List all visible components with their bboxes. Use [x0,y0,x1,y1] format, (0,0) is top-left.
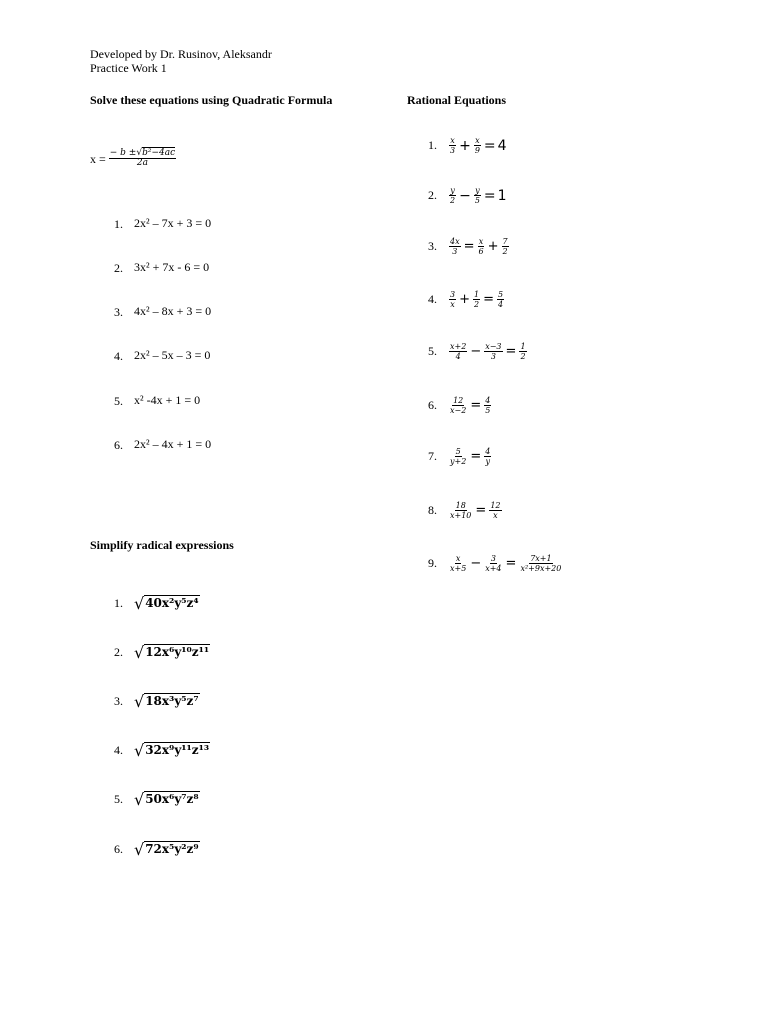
practice-title: Practice Work 1 [90,61,167,75]
item-equation: x² -4x + 1 = 0 [134,393,201,407]
rational-item [428,447,492,466]
equals-sign: = [505,556,517,571]
fraction-denominator: x [493,511,498,520]
sqrt-icon: √ [134,643,145,662]
formula-denominator: 2a [136,158,149,168]
sqrt-icon: √ [134,790,145,809]
item-number: 5. [114,394,123,409]
operator: − [459,187,471,204]
fraction-denominator: x [450,300,455,309]
item-number: 2. [114,644,123,659]
radical-expression: 50x⁶y⁷z⁸ [145,792,199,806]
fraction-denominator: 5 [474,196,480,205]
item-number: 6. [114,438,123,453]
equals-sign: = [483,137,496,154]
radical-item [114,741,210,760]
fraction-denominator: x+4 [485,564,502,573]
fraction-denominator: x+10 [450,511,472,520]
fraction-numerator: 5 [498,290,504,299]
fraction-numerator: 1 [474,290,480,299]
sqrt-icon: √ [134,741,145,760]
fraction-numerator: 4 [485,447,491,456]
fraction-numerator: 7 [502,237,508,246]
fraction-denominator: 2 [520,352,526,361]
fraction-numerator: 4 [485,396,491,405]
formula-num-pre: − b ± [109,148,137,158]
fraction-numerator: x+2 [450,342,467,351]
radical-item [114,840,200,859]
right-hand-side: 4 [497,137,507,154]
right-hand-side: 1 [497,187,507,204]
item-number: 3. [114,693,123,708]
sqrt-icon: √ [134,840,145,859]
item-number: 6. [428,398,437,412]
fraction-denominator: 2 [474,300,480,309]
fraction-numerator: 3 [450,290,456,299]
operator: + [459,292,470,307]
operator: + [487,239,499,254]
rational-item [428,290,505,309]
rational-item [428,554,563,573]
radical-item [114,790,200,809]
fraction-denominator: x²+9x+20 [520,564,562,573]
fraction-numerator: y [475,186,480,195]
rational-item [428,396,492,415]
radical-item [114,692,200,711]
fraction-denominator: 9 [474,146,480,155]
item-equation: 4x² – 8x + 3 = 0 [134,304,212,318]
rational-heading: Rational Equations [407,93,507,107]
fraction-numerator: 12 [453,396,464,405]
equals-sign: = [463,239,475,254]
item-equation: 2x² – 4x + 1 = 0 [134,437,212,451]
fraction-numerator: x [475,136,480,145]
operator: − [470,344,482,359]
fraction-numerator: 12 [490,501,501,510]
item-number: 1. [114,217,123,232]
fraction-numerator: 5 [455,447,461,456]
radical-expression: 40x²y⁵z⁴ [145,596,199,610]
fraction-denominator: 2 [502,247,508,256]
item-number: 2. [114,261,123,276]
equals-sign: = [470,398,482,413]
radical-expression: 72x⁵y²z⁹ [145,842,199,856]
fraction-numerator: x [455,554,461,563]
item-number: 9. [428,556,437,570]
sqrt-icon: √ [134,692,145,711]
quadratic-formula [90,149,177,168]
fraction-denominator: 3 [450,146,456,155]
item-equation: 2x² – 7x + 3 = 0 [134,216,212,230]
item-number: 7. [428,449,437,463]
fraction-denominator: 2 [450,196,456,205]
fraction-numerator: x [478,237,484,246]
formula-lhs: x = [90,151,106,166]
radical-item [114,594,200,613]
radicals-heading: Simplify radical expressions [90,538,234,552]
fraction-numerator: x−3 [485,342,502,351]
sqrt-icon: √ [134,594,145,613]
quadratic-item [114,304,211,319]
quadratic-heading: Solve these equations using Quadratic Formula [90,93,333,107]
equals-sign: = [483,292,494,307]
fraction-denominator: 4 [455,352,461,361]
rational-item [428,342,528,361]
formula-fraction [109,149,176,168]
fraction-denominator: 6 [478,247,484,256]
operator: − [470,556,482,571]
fraction-denominator: 4 [498,300,504,309]
fraction-numerator: 7x+1 [530,554,552,563]
rational-item [428,501,503,520]
fraction-numerator: 4x [450,237,460,246]
item-number: 4. [114,349,123,364]
quadratic-item [114,216,211,231]
radical-expression: 18x³y⁵z⁷ [145,694,199,708]
equals-sign: = [505,344,517,359]
operator: + [459,137,471,154]
fraction-denominator: y [485,457,491,466]
fraction-numerator: y [450,186,455,195]
formula-num-rad: b²−4ac [142,148,176,158]
item-equation: 2x² – 5x – 3 = 0 [134,348,211,362]
rational-item [428,136,507,155]
equals-sign: = [470,449,482,464]
fraction-denominator: 5 [485,406,491,415]
fraction-numerator: 3 [490,554,496,563]
rational-item [428,186,507,205]
sqrt-icon: √ [136,148,143,158]
radical-expression: 12x⁶y¹⁰z¹¹ [145,645,210,659]
item-number: 4. [114,742,123,757]
fraction-denominator: x+5 [450,564,467,573]
item-number: 5. [428,344,437,358]
item-number: 5. [114,791,123,806]
item-number: 4. [428,292,437,306]
item-number: 3. [428,239,437,253]
equals-sign: = [475,503,487,518]
fraction-numerator: 18 [455,501,466,510]
quadratic-item [114,348,210,363]
radical-expression: 32x⁹y¹¹z¹³ [145,743,210,757]
quadratic-item [114,437,211,452]
fraction-denominator: 3 [452,247,458,256]
rational-item [428,237,510,256]
fraction-denominator: 3 [490,352,496,361]
radical-item [114,643,210,662]
fraction-numerator: 1 [520,342,526,351]
item-number: 8. [428,503,437,517]
item-equation: 3x² + 7x - 6 = 0 [134,260,210,274]
item-number: 6. [114,841,123,856]
item-number: 1. [428,138,437,152]
fraction-numerator: x [450,136,455,145]
equals-sign: = [483,187,496,204]
fraction-denominator: y+2 [450,457,467,466]
quadratic-item [114,393,200,408]
item-number: 1. [114,595,123,610]
item-number: 3. [114,305,123,320]
quadratic-item [114,260,209,275]
fraction-denominator: x−2 [450,406,467,415]
author-line: Developed by Dr. Rusinov, Aleksandr [90,47,272,61]
item-number: 2. [428,188,437,202]
